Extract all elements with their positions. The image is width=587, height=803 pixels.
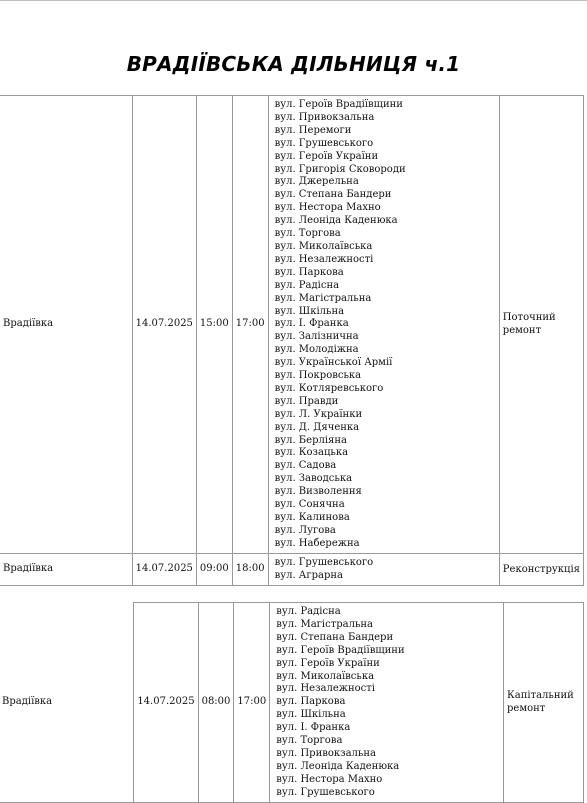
street-item: вул. Садова: [274, 460, 337, 472]
end-time-cell: 18:00: [232, 553, 268, 585]
street-item: вул. Привокзальна: [274, 111, 375, 123]
street-item: вул. Миколаївська: [276, 670, 375, 682]
street-item: вул. Миколаївська: [274, 240, 373, 252]
street-item: вул. Лугова: [274, 524, 336, 536]
street-item: вул. Грушевського: [274, 137, 374, 149]
street-item: вул. Берліяна: [274, 434, 347, 446]
place-cell: Врадіївка: [0, 603, 134, 803]
street-item: вул. Шкільна: [274, 305, 345, 317]
street-item: вул. Молодіжна: [274, 344, 359, 356]
outage-table-part-2: [0, 602, 584, 803]
street-item: вул. Паркова: [274, 266, 344, 278]
page-title: ВРАДІЇВСЬКА ДІЛЬНИЦЯ ч.1: [126, 52, 461, 76]
table-row: [0, 96, 584, 554]
street-item: вул. Аграрна: [274, 569, 344, 581]
streets-cell: [270, 603, 504, 803]
street-item: вул. Степана Бандери: [274, 189, 392, 201]
page-top-border: [0, 0, 587, 1]
street-item: вул. Незалежності: [274, 253, 374, 265]
streets-cell: [268, 553, 499, 585]
street-item: вул. Паркова: [276, 696, 346, 708]
street-item: вул. Леоніда Каденюка: [276, 760, 400, 772]
street-item: вул. Нестора Махно: [276, 773, 383, 785]
street-item: вул. Магістральна: [274, 292, 372, 304]
reason-cell: Реконструкція: [499, 553, 583, 585]
street-item: вул. Радісна: [276, 606, 341, 617]
streets-cell: [268, 96, 499, 554]
street-item: вул. Магістральна: [276, 618, 374, 630]
street-item: вул. Джерельна: [274, 176, 359, 188]
street-item: вул. Правди: [274, 395, 339, 407]
street-item: вул. Леоніда Каденюка: [274, 215, 398, 227]
outage-table-part-1: [0, 95, 584, 586]
street-item: вул. Грушевського: [274, 556, 374, 568]
street-item: вул. Визволення: [274, 486, 362, 498]
street-item: вул. Героїв Врадіївщини: [276, 644, 405, 656]
start-time-cell: 08:00: [198, 603, 234, 803]
street-item: вул. Заводська: [274, 473, 353, 485]
street-item: вул. Привокзальна: [276, 747, 376, 759]
date-cell: 14.07.2025: [132, 96, 196, 554]
street-item: вул. Покровська: [274, 370, 362, 382]
street-item: вул. Залізнична: [274, 331, 359, 343]
place-cell: Врадіївка: [0, 96, 132, 554]
street-item: вул. Перемоги: [274, 124, 352, 136]
street-item: вул. Сонячна: [274, 499, 345, 511]
date-cell: 14.07.2025: [134, 603, 198, 803]
date-cell: 14.07.2025: [132, 553, 196, 585]
street-item: вул. Незалежності: [276, 683, 375, 695]
street-item: вул. Д. Дяченка: [274, 421, 360, 433]
street-item: вул. Радісна: [274, 279, 340, 291]
street-item: вул. Торгова: [274, 228, 341, 240]
place-cell: Врадіївка: [0, 553, 132, 585]
street-item: вул. Героїв України: [274, 150, 379, 162]
street-item: вул. Калинова: [274, 512, 350, 523]
start-time-cell: 15:00: [196, 96, 232, 554]
street-item: вул. Козацька: [274, 447, 349, 459]
street-item: вул. Набережна: [274, 537, 360, 549]
street-item: вул. Героїв Врадіївщини: [274, 99, 403, 110]
street-item: вул. І. Франка: [274, 318, 349, 330]
start-time-cell: 09:00: [196, 553, 232, 585]
reason-cell: Капітальний ремонт: [504, 603, 584, 803]
street-item: вул. Торгова: [276, 735, 343, 747]
table-row: [0, 603, 584, 803]
table-row: [0, 553, 584, 585]
street-item: вул. І. Франка: [276, 722, 351, 734]
street-item: вул. Героїв України: [276, 657, 380, 669]
street-item: вул. Грушевського: [276, 786, 375, 798]
end-time-cell: 17:00: [232, 96, 268, 554]
street-item: вул. Шкільна: [276, 709, 346, 721]
street-item: вул. Української Армії: [274, 357, 393, 369]
street-item: вул. Нестора Махно: [274, 202, 381, 214]
reason-cell: Поточний ремонт: [499, 96, 583, 554]
street-item: вул. Котляревського: [274, 382, 384, 394]
street-item: вул. Л. Українки: [274, 408, 363, 420]
end-time-cell: 17:00: [234, 603, 270, 803]
street-item: вул. Степана Бандери: [276, 631, 394, 643]
street-item: вул. Григорія Сковороди: [274, 163, 406, 175]
